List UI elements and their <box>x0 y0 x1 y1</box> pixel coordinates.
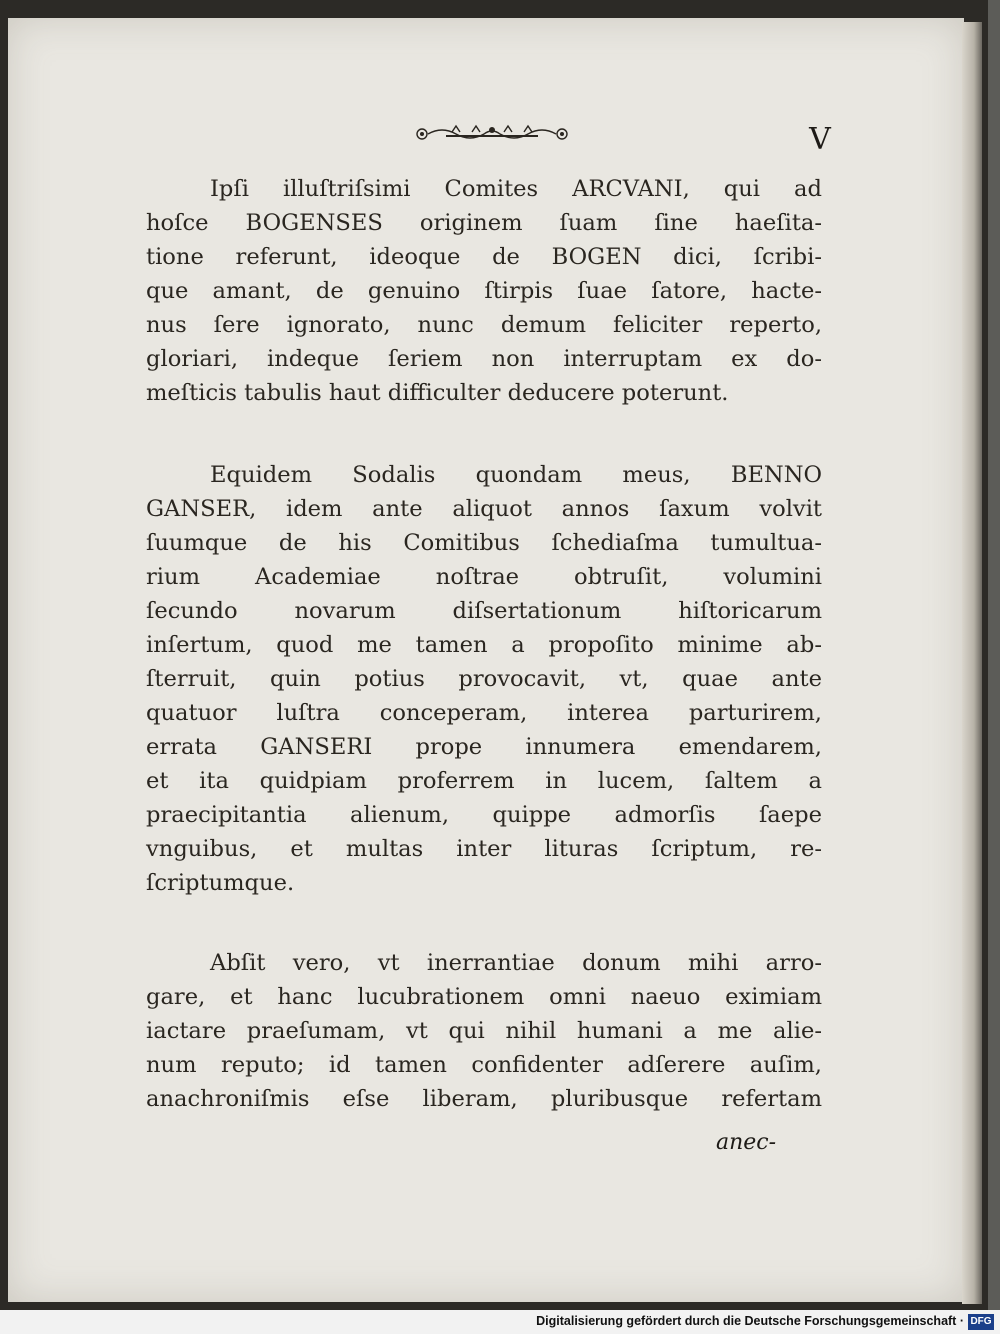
text-line: num reputo; id tamen confidenter adſerere auſim, <box>146 1052 822 1078</box>
catchword: anec- <box>716 1130 777 1155</box>
text-line: anachroniſmis eſse liberam, pluribusque refertam <box>146 1086 822 1112</box>
dfg-logo: DFG <box>968 1314 994 1330</box>
page-edge-shadow <box>962 22 982 1304</box>
text-line: rium Academiae noſtrae obtruſit, volumini <box>146 564 822 590</box>
text-line: gare, et hanc lucubrationem omni naeuo eximiam <box>146 984 822 1010</box>
text-line: gloriari, indeque ſeriem non interruptam ex do- <box>146 346 822 372</box>
text-line: Ipſi illuſtriſsimi Comites ARCVANI, qui ad <box>210 176 822 202</box>
paragraph-2 <box>146 458 822 900</box>
text-line: hoſce BOGENSES originem ſuam ſine haeſita- <box>146 210 822 236</box>
text-line: GANSER, idem ante aliquot annos ſaxum volvit <box>146 496 822 522</box>
text-line: inſertum, quod me tamen a propoſito minime ab- <box>146 632 822 658</box>
footer-credit: Digitalisierung gefördert durch die Deutsche Forschungsgemeinschaft · <box>536 1314 964 1328</box>
text-line: ſuumque de his Comitibus ſchediaſma tumultua- <box>146 530 822 556</box>
decorative-ornament-icon <box>412 122 572 146</box>
text-line: errata GANSERI prope innumera emendarem, <box>146 734 822 760</box>
page-number: V <box>809 122 831 157</box>
text-line: nus ſere ignorato, nunc demum feliciter reperto, <box>146 312 822 338</box>
text-line: praecipitantia alienum, quippe admorſis ſaepe <box>146 802 822 828</box>
text-line: et ita quidpiam proferrem in lucem, ſaltem a <box>146 768 822 794</box>
text-line: ſterruit, quin potius provocavit, vt, quae ante <box>146 666 822 692</box>
text-line: ſcriptumque. <box>146 870 295 896</box>
text-line: iactare praeſumam, vt qui nihil humani a me alie- <box>146 1018 822 1044</box>
text-line: tione referunt, ideoque de BOGEN dici, ſcribi- <box>146 244 822 270</box>
text-line: quatuor luſtra conceperam, interea parturirem, <box>146 700 822 726</box>
text-line: que amant, de genuino ſtirpis ſuae ſatore, hacte- <box>146 278 822 304</box>
paragraph-1 <box>146 172 822 410</box>
paragraph-3 <box>146 946 822 1116</box>
text-line: vnguibus, et multas inter lituras ſcriptum, re- <box>146 836 822 862</box>
text-line: Abſit vero, vt inerrantiae donum mihi arro- <box>210 950 822 976</box>
text-line: meſticis tabulis haut difficulter deducere poterunt. <box>146 380 729 406</box>
text-line: Equidem Sodalis quondam meus, BENNO <box>210 462 822 488</box>
text-line: ſecundo novarum diſsertationum hiſtoricarum <box>146 598 822 624</box>
